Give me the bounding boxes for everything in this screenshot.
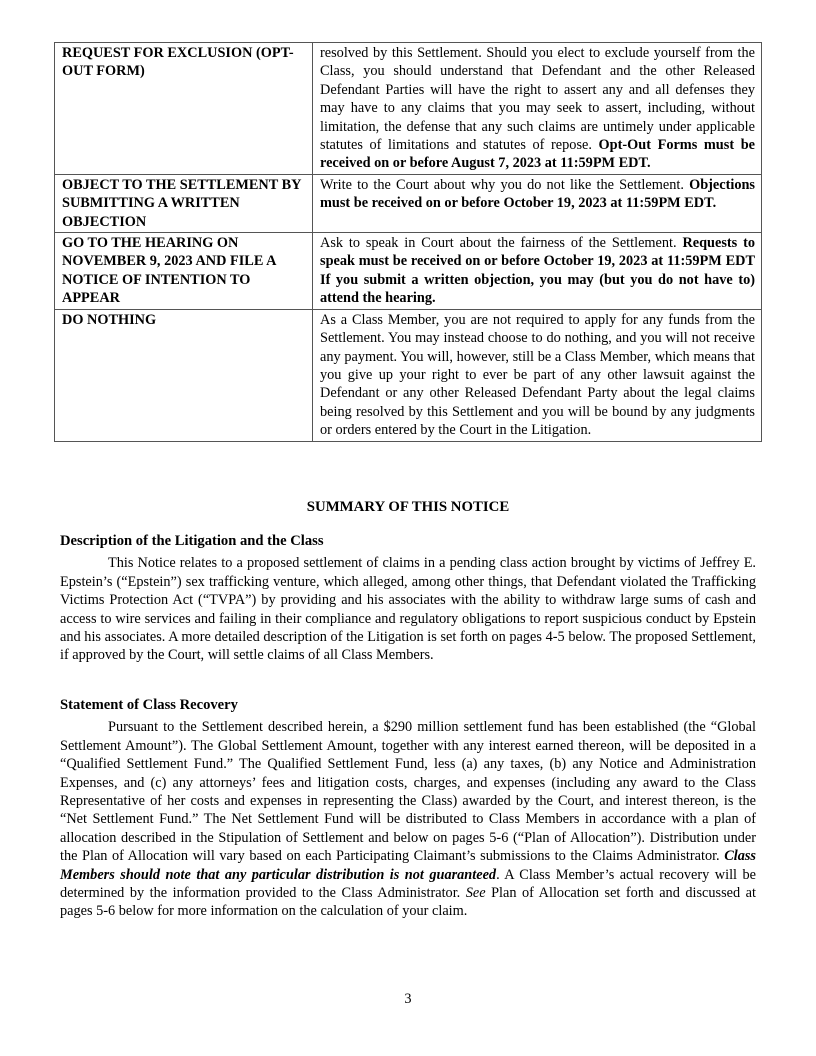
- option-deadline: Requests to speak must be received on or before October 19, 2023 at 11:59PM EDT If you submit a written objection, you may (but you do not have to) attend the hearing.: [320, 235, 755, 307]
- recovery-text-1: Pursuant to the Settlement described herein, a $290 million settlement fund has been established (the “Global Settlement Amount”). The Global Settlement Amount, together with any interest earned thereon, will be deposited in a “Qualified Settlement Fund.” The Qualified Settlement Fund, less (a) any taxes, (b) any Notice and Administration Expenses, and (c) any attorneys’ fees and litigation costs, charges, and expenses (including any award to the Class Representative of her costs and expenses in representing the Class) awarded by the Court, and interest thereon, is the “Net Settlement Fund.” The Net Settlement Fund will be distributed to Class Members in accordance with a plan of allocation described in the Stipulation of Settlement and below on pages 5-6 (“Plan of Allocation”). Distribution under the Plan of Allocation will vary based on each Participating Claimant’s submissions to the Claims Administrator.: [60, 719, 756, 865]
- options-table: [54, 42, 762, 442]
- recovery-text-3: Plan of Allocation set forth and discussed at pages 5-6 below for more information on the calculation of your claim.: [60, 885, 756, 920]
- recovery-section: [60, 696, 756, 921]
- option-label: REQUEST FOR EXCLUSION (OPT-OUT FORM): [55, 43, 313, 175]
- litigation-section: [60, 532, 756, 665]
- recovery-paragraph: [60, 718, 756, 920]
- litigation-paragraph: This Notice relates to a proposed settlement of claims in a pending class action brought by victims of Jeffrey E. Epstein’s (“Epstein”) sex trafficking venture, which alleged, among other things, that Defendant violated the Trafficking Victims Protection Act (“TVPA”) by providing and his associates with the ability to withdraw large sums of cash and access to wire services and failing in their compliance and regulatory obligations to report suspicious conduct by Epstein and his associates. A more detailed description of the Litigation is set forth on pages 4-5 below. The proposed Settlement, if approved by the Court, will settle claims of all Class Members.: [60, 555, 756, 664]
- litigation-heading: Description of the Litigation and the Class: [60, 533, 324, 549]
- table-row: [55, 233, 762, 310]
- option-description-text: Write to the Court about why you do not like the Settlement.: [320, 176, 690, 193]
- recovery-see: See: [465, 885, 486, 902]
- table-row: [55, 309, 762, 441]
- option-deadline: Opt-Out Forms must be received on or before August 7, 2023 at 11:59PM EDT.: [320, 137, 755, 172]
- option-description-text: As a Class Member, you are not required to apply for any funds from the Settlement. You may instead choose to do nothing, and you will not receive any payment. You will, however, still be a Class Member, which means that you give up your right to ever be part of any other lawsuit against the Defendant or any other Released Defendant Party about the legal claims being resolved by this Settlement and you will be bound by any judgments or orders entered by the Court in the Litigation.: [320, 311, 755, 439]
- summary-heading: SUMMARY OF THIS NOTICE: [306, 499, 510, 515]
- option-description: [313, 43, 762, 175]
- recovery-heading: Statement of Class Recovery: [60, 697, 238, 713]
- recovery-text-2: . A Class Member’s actual recovery will be determined by the information provided to the Class Administrator.: [60, 866, 756, 902]
- table-row: [55, 174, 762, 232]
- option-description: [313, 309, 762, 441]
- option-label: GO TO THE HEARING ON NOVEMBER 9, 2023 AND FILE A NOTICE OF INTENTION TO APPEAR: [55, 233, 313, 310]
- recovery-warning: Class Members should note that any particular distribution is not guaranteed: [60, 848, 756, 883]
- option-description: [313, 233, 762, 310]
- option-label: DO NOTHING: [55, 309, 313, 441]
- option-description-text: resolved by this Settlement. Should you elect to exclude yourself from the Class, you should understand that Defendant and the other Released Defendant Parties will have the right to assert any and all defenses they may have to any claims that you may seek to assert, including, without limitation, the defense that any such claims are untimely under applicable statutes of limitations and statutes of repose.: [320, 45, 755, 154]
- table-row: [55, 43, 762, 175]
- option-label: OBJECT TO THE SETTLEMENT BY SUBMITTING A WRITTEN OBJECTION: [55, 174, 313, 232]
- option-description-text: Ask to speak in Court about the fairness of the Settlement.: [320, 235, 683, 252]
- option-deadline: Objections must be received on or before October 19, 2023 at 11:59PM EDT.: [320, 176, 755, 212]
- option-description: [313, 174, 762, 232]
- page-number: 3: [404, 991, 412, 1007]
